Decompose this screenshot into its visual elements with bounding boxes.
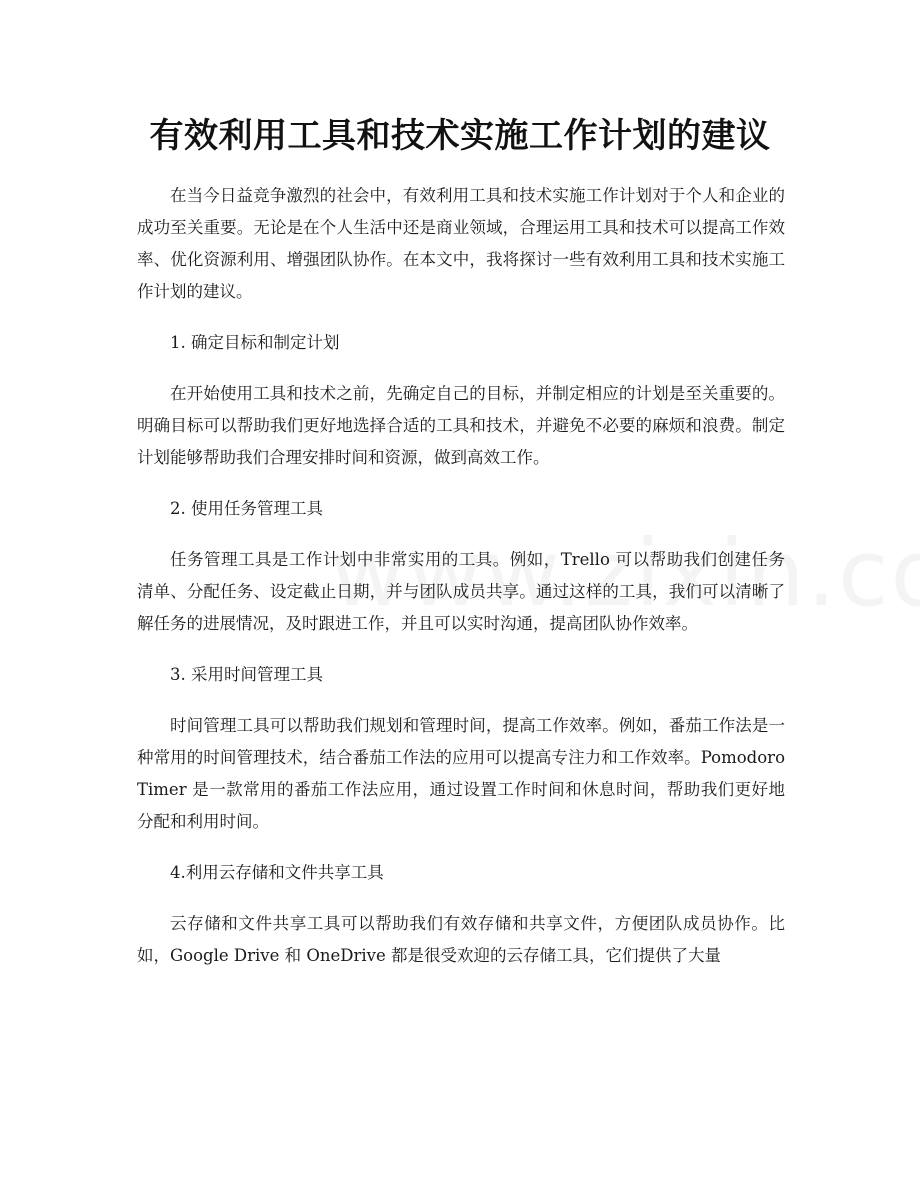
section-heading-1: 1. 确定目标和制定计划 [170, 333, 340, 352]
section-body-1: 在开始使用工具和技术之前，先确定自己的目标，并制定相应的计划是至关重要的。明确目标可以帮助我们更好地选择合适的工具和技术，并避免不必要的麻烦和浪费。制定计划能够帮助我们合理安排时间和资源，做到高效工作。 [137, 384, 785, 467]
document-body [137, 180, 785, 991]
section-heading-2: 2. 使用任务管理工具 [170, 499, 323, 518]
intro-paragraph: 在当今日益竞争激烈的社会中，有效利用工具和技术实施工作计划对于个人和企业的成功至关重要。无论是在个人生活中还是商业领域，合理运用工具和技术可以提高工作效率、优化资源利用、增强团队协作。在本文中，我将探讨一些有效利用工具和技术实施工作计划的建议。 [137, 186, 785, 301]
section-heading-4: 4.利用云存储和文件共享工具 [170, 863, 384, 882]
section-body-2: 任务管理工具是工作计划中非常实用的工具。例如，Trello 可以帮助我们创建任务清单、分配任务、设定截止日期，并与团队成员共享。通过这样的工具，我们可以清晰了解任务的进展情况，及时跟进工作，并且可以实时沟通，提高团队协作效率。 [137, 550, 785, 633]
document-title: 有效利用工具和技术实施工作计划的建议 [149, 116, 771, 156]
section-body-3: 时间管理工具可以帮助我们规划和管理时间，提高工作效率。例如，番茄工作法是一种常用的时间管理技术，结合番茄工作法的应用可以提高专注力和工作效率。Pomodoro Timer 是一款常用的番茄工作法应用，通过设置工作时间和休息时间，帮助我们更好地分配和利用时间。 [137, 716, 785, 831]
section-heading-3: 3. 采用时间管理工具 [170, 665, 323, 684]
section-body-4: 云存储和文件共享工具可以帮助我们有效存储和共享文件，方便团队成员协作。比如，Google Drive 和 OneDrive 都是很受欢迎的云存储工具，它们提供了大量 [137, 914, 785, 965]
